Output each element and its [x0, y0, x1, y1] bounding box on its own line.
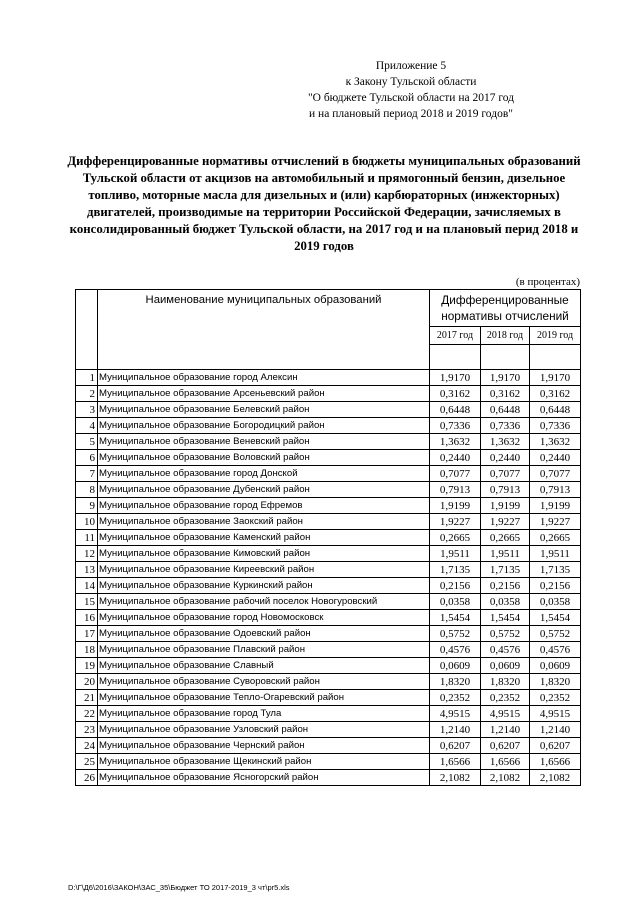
- appendix-line-4: и на плановый период 2018 и 2019 годов": [309, 108, 513, 120]
- table-row: [76, 642, 581, 658]
- row-number: 14: [76, 578, 98, 594]
- value-2017: 1,9511: [430, 546, 481, 562]
- value-2017: 0,3162: [430, 386, 481, 402]
- value-2018: 1,6566: [481, 754, 530, 770]
- value-2018: 1,9227: [481, 514, 530, 530]
- header-name: Наименование муниципальных образований: [98, 290, 430, 370]
- municipality-name: Муниципальное образование Славный: [98, 658, 430, 674]
- value-2018: 0,7336: [481, 418, 530, 434]
- value-2017: 1,6566: [430, 754, 481, 770]
- header-spacer: [430, 345, 481, 370]
- row-number: 20: [76, 674, 98, 690]
- value-2018: 0,7913: [481, 482, 530, 498]
- municipality-name: Муниципальное образование Чернский район: [98, 738, 430, 754]
- value-2019: 0,2665: [530, 530, 581, 546]
- value-2018: 1,7135: [481, 562, 530, 578]
- municipality-name: Муниципальное образование Заокский район: [98, 514, 430, 530]
- value-2018: 0,3162: [481, 386, 530, 402]
- units-note: (в процентах): [515, 276, 580, 288]
- table-row: [76, 658, 581, 674]
- table-row: [76, 546, 581, 562]
- municipality-name: Муниципальное образование Белевский район: [98, 402, 430, 418]
- value-2018: 1,2140: [481, 722, 530, 738]
- municipality-name: Муниципальное образование город Новомосковск: [98, 610, 430, 626]
- value-2017: 1,9199: [430, 498, 481, 514]
- document-title: Дифференцированные нормативы отчислений в бюджеты муниципальных образований Тульской области от акцизов на автомобильный и прямогонный бензин, дизельное топливо, моторные масла для дизельных и (или) карбюраторных (инжекторных) двигателей, производимые на территории Российской Федерации, зачисляемых в консолидированный бюджет Тульской области, на 2017 год и на плановый перид 2018 и 2019 годов: [67, 154, 581, 253]
- value-2019: 0,2352: [530, 690, 581, 706]
- header-norms: Дифференцированные нормативы отчислений: [430, 290, 581, 327]
- value-2018: 0,2665: [481, 530, 530, 546]
- table-row: [76, 450, 581, 466]
- table-row: [76, 610, 581, 626]
- table-row: [76, 578, 581, 594]
- row-number: 1: [76, 370, 98, 386]
- value-2018: 0,6448: [481, 402, 530, 418]
- table-row: [76, 562, 581, 578]
- municipality-name: Муниципальное образование Веневский район: [98, 434, 430, 450]
- value-2018: 4,9515: [481, 706, 530, 722]
- table-row: [76, 722, 581, 738]
- value-2019: 0,2156: [530, 578, 581, 594]
- value-2017: 0,5752: [430, 626, 481, 642]
- table-row: [76, 482, 581, 498]
- municipality-name: Муниципальное образование Куркинский район: [98, 578, 430, 594]
- municipality-name: Муниципальное образование рабочий поселок Новогуровский: [98, 594, 430, 610]
- municipality-name: Муниципальное образование Плавский район: [98, 642, 430, 658]
- municipality-name: Муниципальное образование Щекинский район: [98, 754, 430, 770]
- row-number: 17: [76, 626, 98, 642]
- row-number: 18: [76, 642, 98, 658]
- value-2019: 0,2440: [530, 450, 581, 466]
- table-row: [76, 706, 581, 722]
- municipality-name: Муниципальное образование Одоевский район: [98, 626, 430, 642]
- value-2017: 1,3632: [430, 434, 481, 450]
- norms-table: [75, 289, 581, 786]
- value-2019: 1,3632: [530, 434, 581, 450]
- municipality-name: Муниципальное образование Воловский район: [98, 450, 430, 466]
- table-row: [76, 466, 581, 482]
- row-number: 9: [76, 498, 98, 514]
- value-2019: 0,3162: [530, 386, 581, 402]
- row-number: 24: [76, 738, 98, 754]
- municipality-name: Муниципальное образование Узловский район: [98, 722, 430, 738]
- value-2018: 1,9511: [481, 546, 530, 562]
- value-2017: 1,8320: [430, 674, 481, 690]
- value-2019: 0,6207: [530, 738, 581, 754]
- value-2019: 0,6448: [530, 402, 581, 418]
- appendix-line-3: "О бюджете Тульской области на 2017 год: [307, 92, 515, 104]
- value-2019: 0,7077: [530, 466, 581, 482]
- municipality-name: Муниципальное образование город Тула: [98, 706, 430, 722]
- table-row: [76, 754, 581, 770]
- table-row: [76, 626, 581, 642]
- value-2018: 0,7077: [481, 466, 530, 482]
- value-2018: 0,6207: [481, 738, 530, 754]
- table-row: [76, 370, 581, 386]
- value-2017: 0,7077: [430, 466, 481, 482]
- value-2017: 1,9227: [430, 514, 481, 530]
- value-2017: 0,0358: [430, 594, 481, 610]
- table-row: [76, 530, 581, 546]
- row-number: 11: [76, 530, 98, 546]
- value-2018: 0,0609: [481, 658, 530, 674]
- value-2019: 0,0358: [530, 594, 581, 610]
- value-2018: 1,3632: [481, 434, 530, 450]
- row-number: 21: [76, 690, 98, 706]
- value-2019: 1,7135: [530, 562, 581, 578]
- value-2019: 1,9227: [530, 514, 581, 530]
- value-2017: 0,6448: [430, 402, 481, 418]
- municipality-name: Муниципальное образование Тепло-Огаревский район: [98, 690, 430, 706]
- table-row: [76, 690, 581, 706]
- value-2017: 0,2665: [430, 530, 481, 546]
- row-number: 13: [76, 562, 98, 578]
- value-2019: 0,0609: [530, 658, 581, 674]
- value-2019: 0,7336: [530, 418, 581, 434]
- value-2019: 1,9199: [530, 498, 581, 514]
- value-2018: 0,2156: [481, 578, 530, 594]
- value-2018: 0,5752: [481, 626, 530, 642]
- row-number: 22: [76, 706, 98, 722]
- row-number: 23: [76, 722, 98, 738]
- row-number: 3: [76, 402, 98, 418]
- municipality-name: Муниципальное образование Каменский район: [98, 530, 430, 546]
- table-body: [76, 370, 581, 786]
- value-2019: 4,9515: [530, 706, 581, 722]
- value-2018: 1,9170: [481, 370, 530, 386]
- value-2019: 0,5752: [530, 626, 581, 642]
- value-2017: 1,7135: [430, 562, 481, 578]
- municipality-name: Муниципальное образование Богородицкий район: [98, 418, 430, 434]
- value-2017: 0,2352: [430, 690, 481, 706]
- value-2017: 0,2156: [430, 578, 481, 594]
- municipality-name: Муниципальное образование Кимовский район: [98, 546, 430, 562]
- row-number: 4: [76, 418, 98, 434]
- table-row: [76, 738, 581, 754]
- municipality-name: Муниципальное образование город Ефремов: [98, 498, 430, 514]
- value-2018: 2,1082: [481, 770, 530, 786]
- appendix-block: [296, 58, 526, 122]
- row-number: 19: [76, 658, 98, 674]
- value-2018: 0,0358: [481, 594, 530, 610]
- row-number: 15: [76, 594, 98, 610]
- value-2018: 1,5454: [481, 610, 530, 626]
- value-2018: 1,8320: [481, 674, 530, 690]
- table-row: [76, 498, 581, 514]
- value-2019: 1,9170: [530, 370, 581, 386]
- appendix-line-2: к Закону Тульской области: [345, 76, 477, 88]
- header-spacer: [530, 345, 581, 370]
- value-2017: 2,1082: [430, 770, 481, 786]
- value-2019: 1,8320: [530, 674, 581, 690]
- header-number-cell: [76, 290, 98, 370]
- table-row: [76, 674, 581, 690]
- value-2019: 1,5454: [530, 610, 581, 626]
- row-number: 26: [76, 770, 98, 786]
- value-2018: 1,9199: [481, 498, 530, 514]
- value-2017: 0,7336: [430, 418, 481, 434]
- municipality-name: Муниципальное образование Ясногорский район: [98, 770, 430, 786]
- municipality-name: Муниципальное образование Суворовский район: [98, 674, 430, 690]
- table-row: [76, 418, 581, 434]
- header-year-2019: 2019 год: [530, 327, 581, 345]
- header-year-2018: 2018 год: [481, 327, 530, 345]
- value-2017: 1,2140: [430, 722, 481, 738]
- file-path-footer: D:\Г\Д6\2016\ЗАКОН\ЗАС_35\Бюджет ТО 2017-2019_3 чт\pr5.xls: [68, 883, 290, 892]
- value-2019: 0,4576: [530, 642, 581, 658]
- header-spacer: [481, 345, 530, 370]
- value-2017: 1,9170: [430, 370, 481, 386]
- municipality-name: Муниципальное образование город Алексин: [98, 370, 430, 386]
- value-2017: 0,6207: [430, 738, 481, 754]
- value-2017: 4,9515: [430, 706, 481, 722]
- value-2019: 1,9511: [530, 546, 581, 562]
- value-2017: 0,4576: [430, 642, 481, 658]
- table-row: [76, 514, 581, 530]
- value-2018: 0,2440: [481, 450, 530, 466]
- table-row: [76, 770, 581, 786]
- value-2019: 0,7913: [530, 482, 581, 498]
- table-row: [76, 386, 581, 402]
- value-2019: 2,1082: [530, 770, 581, 786]
- row-number: 16: [76, 610, 98, 626]
- value-2019: 1,6566: [530, 754, 581, 770]
- value-2018: 0,2352: [481, 690, 530, 706]
- value-2019: 1,2140: [530, 722, 581, 738]
- row-number: 25: [76, 754, 98, 770]
- municipality-name: Муниципальное образование Дубенский район: [98, 482, 430, 498]
- municipality-name: Муниципальное образование Киреевский район: [98, 562, 430, 578]
- municipality-name: Муниципальное образование город Донской: [98, 466, 430, 482]
- value-2017: 1,5454: [430, 610, 481, 626]
- table-row: [76, 594, 581, 610]
- row-number: 2: [76, 386, 98, 402]
- table-row: [76, 402, 581, 418]
- row-number: 10: [76, 514, 98, 530]
- header-year-2017: 2017 год: [430, 327, 481, 345]
- table-row: [76, 434, 581, 450]
- row-number: 12: [76, 546, 98, 562]
- row-number: 5: [76, 434, 98, 450]
- appendix-line-1: Приложение 5: [375, 60, 447, 72]
- value-2018: 0,4576: [481, 642, 530, 658]
- row-number: 7: [76, 466, 98, 482]
- value-2017: 0,2440: [430, 450, 481, 466]
- municipality-name: Муниципальное образование Арсеньевский район: [98, 386, 430, 402]
- value-2017: 0,7913: [430, 482, 481, 498]
- row-number: 6: [76, 450, 98, 466]
- row-number: 8: [76, 482, 98, 498]
- value-2017: 0,0609: [430, 658, 481, 674]
